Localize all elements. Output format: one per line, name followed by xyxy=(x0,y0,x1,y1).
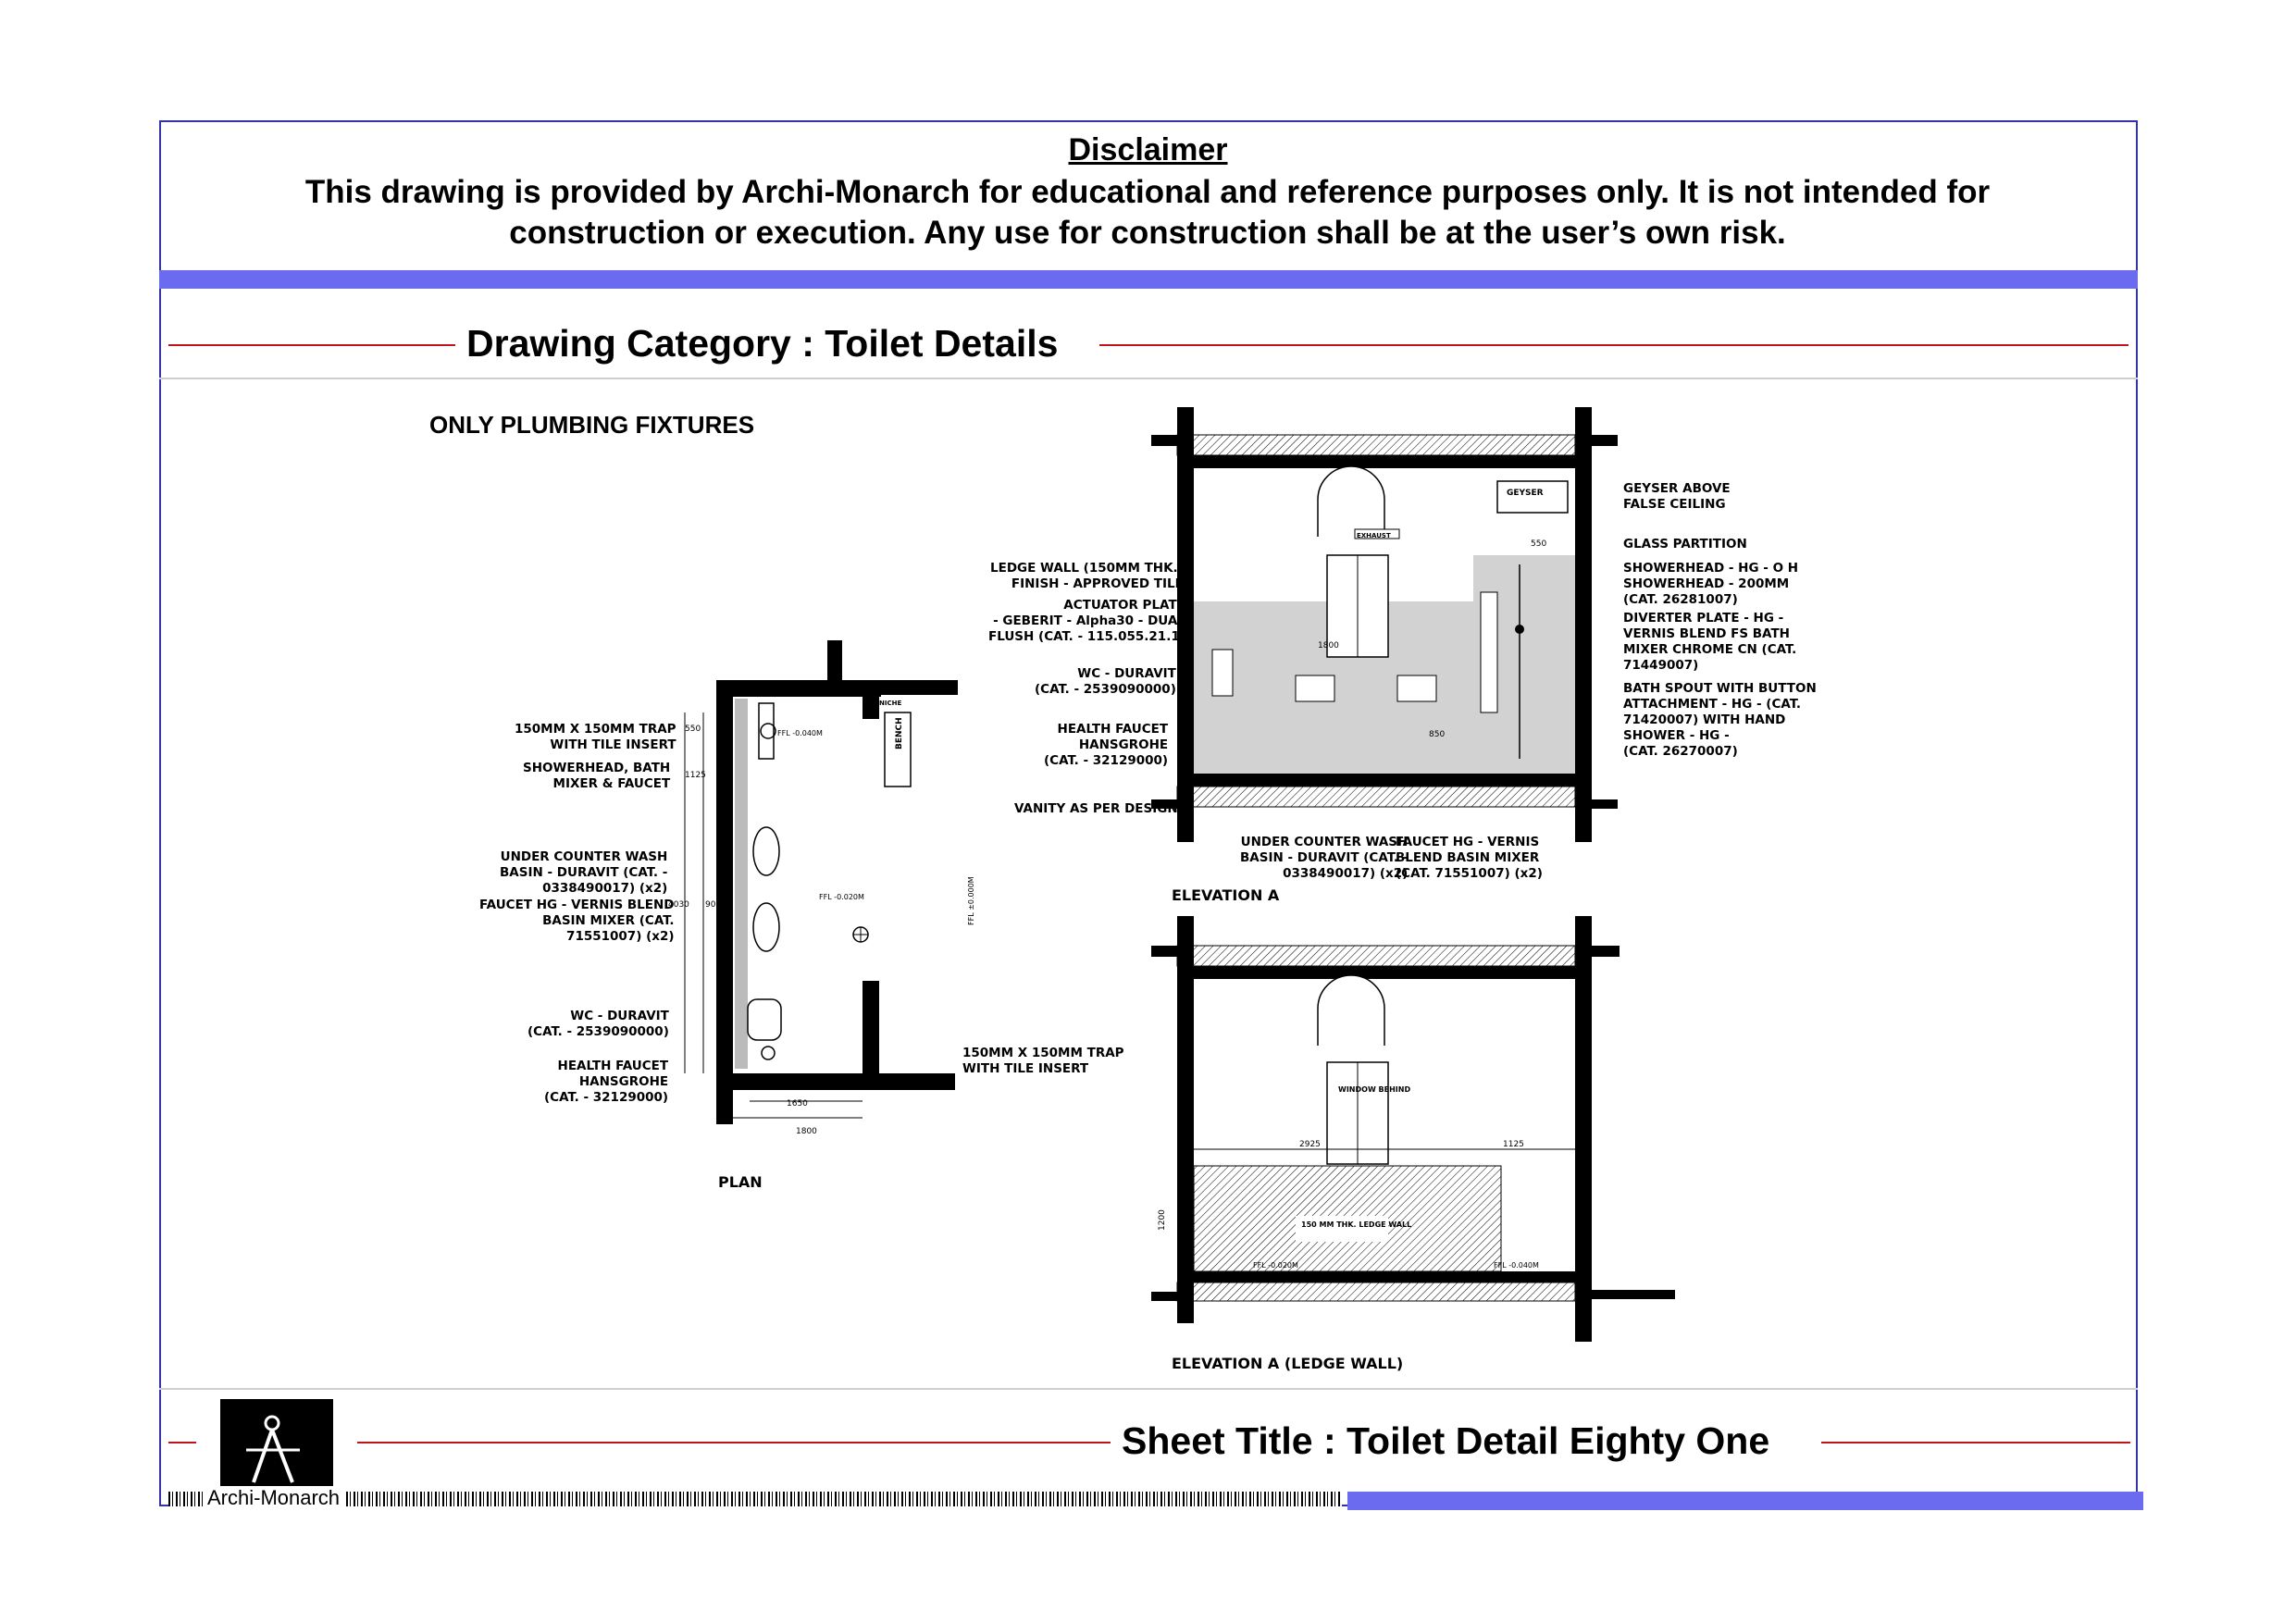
elev-b-arch xyxy=(1318,975,1384,1046)
svg-text:WINDOW BEHIND: WINDOW BEHIND xyxy=(1338,1085,1411,1094)
footer-rule-left xyxy=(168,1442,196,1443)
plumbing-note: ONLY PLUMBING FIXTURES xyxy=(429,411,755,439)
svg-text:FFL -0.020M: FFL -0.020M xyxy=(819,893,864,901)
plan-label-trap-right: 150MM X 150MM TRAP WITH TILE INSERT xyxy=(962,1046,1124,1076)
disclaimer-title: Disclaimer xyxy=(1068,132,1228,167)
elev-a-ceiling xyxy=(1177,435,1575,455)
svg-text:900: 900 xyxy=(705,900,722,910)
svg-text:550: 550 xyxy=(685,725,701,734)
drawing-category: Drawing Category : Toilet Details xyxy=(466,322,1059,365)
svg-text:550: 550 xyxy=(1531,539,1547,549)
elev-a-wall-right xyxy=(1575,407,1592,842)
sheet-title: Sheet Title : Toilet Detail Eighty One xyxy=(1122,1419,1770,1462)
elev-b-title: ELEVATION A (LEDGE WALL) xyxy=(1172,1355,1404,1372)
disclaimer-line-1: This drawing is provided by Archi-Monarch for educational and reference purposes only. It is not intended for xyxy=(304,174,1991,210)
plan-wall-stub xyxy=(827,640,842,696)
accent-band-bottom xyxy=(1347,1492,2143,1510)
svg-text:4030: 4030 xyxy=(668,900,689,910)
svg-text:1650: 1650 xyxy=(787,1099,808,1109)
footer-rule-right xyxy=(1821,1442,2130,1443)
elev-a-label-vanity: VANITY AS PER DESIGN xyxy=(1014,801,1178,816)
svg-text:1800: 1800 xyxy=(1318,641,1339,650)
header-rule-left xyxy=(168,344,455,346)
svg-text:2925: 2925 xyxy=(1299,1140,1321,1149)
elev-a-niche xyxy=(1481,592,1497,712)
brand-logo xyxy=(220,1399,333,1490)
elev-a-label-faucet: FAUCET HG - VERNIS BLEND BASIN MIXER (CAT. 71551007) (x2) xyxy=(1396,835,1543,881)
plan-wall-top xyxy=(733,680,881,697)
plan-basin-1 xyxy=(753,827,779,875)
elevation-b-drawing xyxy=(1133,916,1688,1351)
disclaimer-text xyxy=(222,172,2073,254)
svg-text:FFL -0.020M: FFL -0.020M xyxy=(1253,1261,1298,1270)
elev-a-label-actuator: ACTUATOR PLATE - GEBERIT - Alpha30 - DUAL FLUSH (CAT. - 115.055.21.1) xyxy=(988,598,1185,644)
elev-a-label-basin: UNDER COUNTER WASH BASIN - DURAVIT (CAT. - 0338490017) (x2) xyxy=(1240,835,1409,881)
plan-wc xyxy=(748,999,781,1040)
elev-b-wall-right xyxy=(1575,916,1592,1342)
plan-label-shower: SHOWERHEAD, BATH MIXER & FAUCET xyxy=(523,761,671,791)
compass-icon xyxy=(220,1399,333,1490)
plan-label-health: HEALTH FAUCET HANSGROHE (CAT. - 32129000) xyxy=(544,1059,669,1105)
elev-a-label-glass: GLASS PARTITION xyxy=(1623,537,1747,551)
elev-a-floor xyxy=(1177,787,1575,807)
svg-text:EXHAUST: EXHAUST xyxy=(1357,532,1391,539)
header-rule-right xyxy=(1099,344,2128,346)
elev-a-arch xyxy=(1318,466,1384,537)
svg-text:850: 850 xyxy=(1429,730,1446,739)
plan-label-trap-top: 150MM X 150MM TRAP WITH TILE INSERT xyxy=(515,722,676,752)
elev-b-floor xyxy=(1177,1282,1575,1301)
elev-a-label-diverter: DIVERTER PLATE - HG - VERNIS BLEND FS BATH MIXER CHROME CN (CAT. 71449007) xyxy=(1623,611,1797,673)
elev-a-label-health: HEALTH FAUCET HANSGROHE (CAT. - 32129000) xyxy=(1044,722,1169,768)
plan-wall-bottom xyxy=(733,1073,955,1090)
plan-label-faucet: FAUCET HG - VERNIS BLEND BASIN MIXER (CAT. 71551007) (x2) xyxy=(479,898,675,944)
svg-text:GEYSER: GEYSER xyxy=(1507,489,1544,498)
svg-text:1200: 1200 xyxy=(1158,1209,1167,1231)
elev-a-basin-2 xyxy=(1397,675,1436,701)
elev-b-wall-left xyxy=(1177,916,1194,1323)
elev-a-label-ledge: LEDGE WALL (150MM THK.) FINISH - APPROVED TILE xyxy=(990,561,1184,591)
svg-text:FFL -0.040M: FFL -0.040M xyxy=(1494,1261,1539,1270)
svg-text:1125: 1125 xyxy=(685,771,706,780)
header-divider xyxy=(159,378,2138,379)
plan-walls xyxy=(716,640,958,1124)
footer-divider xyxy=(159,1388,2138,1390)
elev-a-label-geyser-above: GEYSER ABOVE FALSE CEILING xyxy=(1623,481,1731,512)
elev-a-label-showerhead: SHOWERHEAD - HG - O H SHOWERHEAD - 200MM (CAT. 26281007) xyxy=(1623,561,1799,607)
svg-text:150 MM THK. LEDGE WALL: 150 MM THK. LEDGE WALL xyxy=(1301,1220,1412,1229)
disclaimer-line-2: construction or execution. Any use for construction shall be at the user’s own risk. xyxy=(509,215,1786,251)
svg-text:1125: 1125 xyxy=(1503,1140,1524,1149)
elev-a-label-spout: BATH SPOUT WITH BUTTON ATTACHMENT - HG - (CAT. 71420007) WITH HAND SHOWER - HG - (CAT. 26270007) xyxy=(1623,681,1817,759)
plan-wall-right-bottom xyxy=(863,981,879,1090)
plan-label-basin: UNDER COUNTER WASH BASIN - DURAVIT (CAT. - 0338490017) (x2) xyxy=(500,849,668,896)
plan-bench-label: BENCH xyxy=(895,717,904,750)
barcode-strip xyxy=(168,1492,1342,1506)
elev-a-title: ELEVATION A xyxy=(1172,886,1280,904)
svg-text:1800: 1800 xyxy=(796,1127,817,1136)
plan-basin-2 xyxy=(753,903,779,951)
svg-text:FFL ±0.000M: FFL ±0.000M xyxy=(967,876,975,925)
plan-ledge xyxy=(735,699,748,1069)
accent-band-top xyxy=(159,270,2138,289)
elevation-a-drawing xyxy=(1133,407,1632,851)
plan-drawing xyxy=(648,629,981,1147)
elev-a-label-wc: WC - DURAVIT (CAT. - 2539090000) xyxy=(1035,666,1176,697)
plan-niche-label: NICHE xyxy=(879,700,902,707)
svg-text:FFL -0.040M: FFL -0.040M xyxy=(777,729,823,737)
plan-label-wc: WC - DURAVIT (CAT. - 2539090000) xyxy=(527,1009,669,1039)
footer-rule-mid xyxy=(357,1442,1111,1443)
plan-title: PLAN xyxy=(718,1173,763,1191)
elev-a-basin-1 xyxy=(1296,675,1334,701)
brand-name: Archi-Monarch xyxy=(204,1486,343,1510)
elev-b-ceiling xyxy=(1177,946,1575,966)
